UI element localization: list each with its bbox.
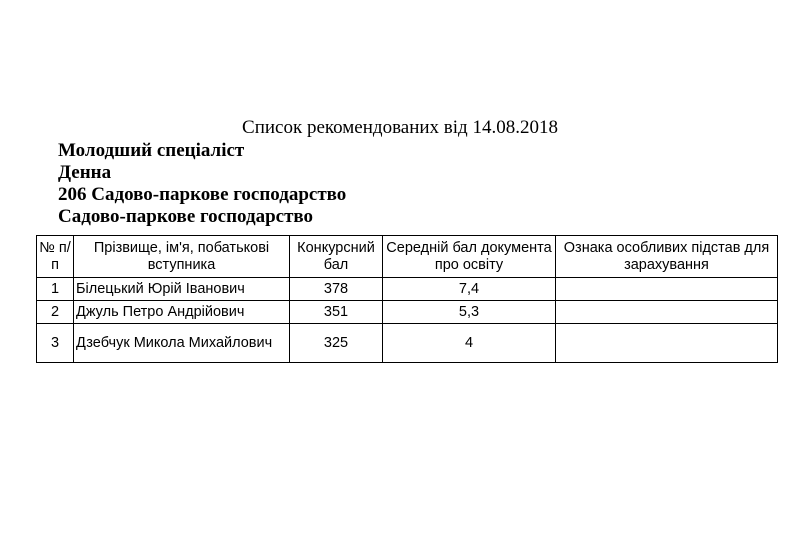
- row-num: 3: [37, 324, 74, 363]
- row-score: 325: [290, 324, 383, 363]
- header-name: Прізвище, ім'я, побатькові вступника: [74, 236, 290, 278]
- admission-meta: [58, 140, 346, 228]
- row-num: 1: [37, 278, 74, 301]
- row-basis: [556, 278, 778, 301]
- header-avg: Середній бал документа про освіту: [383, 236, 556, 278]
- row-avg: 4: [383, 324, 556, 363]
- table-header-row: [37, 236, 778, 278]
- row-name: Дзебчук Микола Михайлович: [74, 324, 290, 363]
- study-form: Денна: [58, 162, 112, 183]
- row-basis: [556, 324, 778, 363]
- table-row: [37, 278, 778, 301]
- row-basis: [556, 301, 778, 324]
- list-title: Список рекомендованих від 14.08.2018: [242, 117, 558, 138]
- table-row: [37, 301, 778, 324]
- specialty: 206 Садово-паркове господарство: [58, 184, 347, 205]
- recommended-list-table: [36, 235, 778, 363]
- educational-program: Садово-паркове господарство: [58, 206, 314, 227]
- row-avg: 7,4: [383, 278, 556, 301]
- header-num: № п/п: [37, 236, 74, 278]
- row-name: Джуль Петро Андрійович: [74, 301, 290, 324]
- header-basis: Ознака особливих підстав для зарахування: [556, 236, 778, 278]
- row-num: 2: [37, 301, 74, 324]
- row-avg: 5,3: [383, 301, 556, 324]
- table-row: [37, 324, 778, 363]
- row-score: 378: [290, 278, 383, 301]
- qualification-level: Молодший спеціаліст: [58, 140, 245, 161]
- header-score: Конкурсний бал: [290, 236, 383, 278]
- row-name: Білецький Юрій Іванович: [74, 278, 290, 301]
- row-score: 351: [290, 301, 383, 324]
